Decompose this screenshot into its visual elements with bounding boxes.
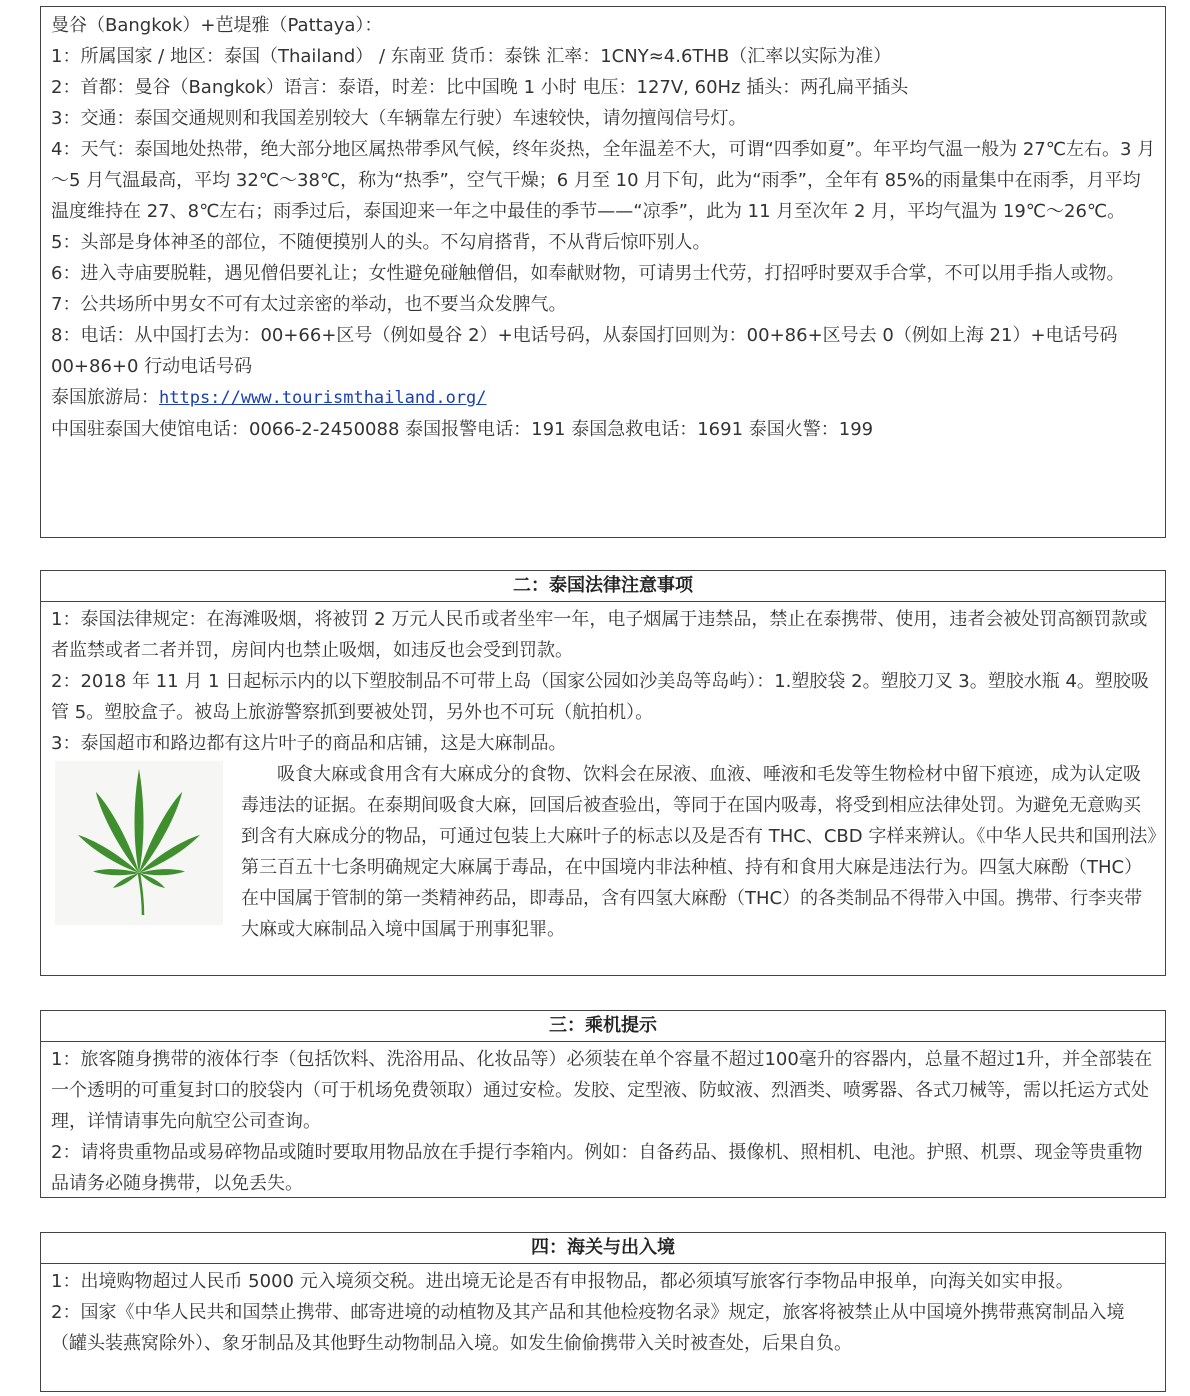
- tourism-link[interactable]: https://www.tourismthailand.org/: [159, 388, 487, 408]
- info-emergency-phones: 中国驻泰国大使馆电话：0066-2-2450088 泰国报警电话：191 泰国急救电话：1691 泰国火警：199: [51, 419, 874, 440]
- section-header: 三：乘机提示: [41, 1011, 1165, 1042]
- info-mobile: 00+86+0 行动电话号码: [51, 356, 253, 377]
- section-header: 四：海关与出入境: [41, 1233, 1165, 1264]
- section-customs: [40, 1232, 1166, 1392]
- info-public-behavior: 7：公共场所中男女不可有太过亲密的举动，也不要当众发脾气。: [51, 294, 567, 315]
- section-thai-law: [40, 570, 1166, 976]
- info-capital: 2：首都：曼谷（Bangkok）语言：泰语，时差：比中国晚 1 小时 电压：127V, 60Hz 插头：两孔扁平插头: [51, 77, 909, 98]
- boarding-valuables: 2：请将贵重物品或易碎物品或随时要取用物品放在手提行李箱内。例如：自备药品、摄像机、照相机、电池。护照、机票、现金等贵重物品请务必随身携带，以免丢失。: [51, 1142, 1143, 1194]
- law-cannabis-intro: 3：泰国超市和路边都有这片叶子的商品和店铺，这是大麻制品。: [51, 733, 567, 754]
- boarding-liquids: 1：旅客随身携带的液体行李（包括饮料、洗浴用品、化妆品等）必须装在单个容量不超过100毫升的容器内，总量不超过1升，并全部装在一个透明的可重复封口的胶袋内（可于机场免费领取）通过安检。发胶、定型液、防蚊液、烈酒类、喷雾器、各式刀械等，需以托运方式处理，详情请事先向航空公司查询。: [51, 1049, 1153, 1132]
- law-plastic: 2：2018 年 11 月 1 日起标示内的以下塑胶制品不可带上岛（国家公园如沙美岛等岛屿）：1.塑胶袋 2。塑胶刀叉 3。塑胶水瓶 4。塑胶吸管 5。塑胶盒子。被岛上旅游警察抓到要被处罚，另外也不可玩（航拍机）。: [51, 671, 1149, 723]
- cannabis-leaf-image: [55, 761, 223, 925]
- info-head-etiquette: 5：头部是身体神圣的部位，不随便摸别人的头。不勾肩搭背，不从背后惊吓别人。: [51, 232, 711, 253]
- section-boarding-tips: [40, 1010, 1166, 1198]
- info-currency: 1：所属国家 / 地区：泰国（Thailand） / 东南亚 货币：泰铢 汇率：1CNY≈4.6THB（汇率以实际为准）: [51, 46, 892, 67]
- law-smoking: 1：泰国法律规定：在海滩吸烟，将被罚 2 万元人民币或者坐牢一年，电子烟属于违禁品，禁止在泰携带、使用，违者会被处罚高额罚款或者监禁或者二者并罚，房间内也禁止吸烟，如违反也会受到罚款。: [51, 609, 1148, 661]
- section-header: 二：泰国法律注意事项: [41, 571, 1165, 602]
- info-traffic: 3：交通：泰国交通规则和我国差别较大（车辆靠左行驶）车速较快，请勿擅闯信号灯。: [51, 108, 747, 129]
- info-temple-etiquette: 6：进入寺庙要脱鞋，遇见僧侣要礼让；女性避免碰触僧侣，如奉献财物，可请男士代劳，打招呼时要双手合掌，不可以用手指人或物。: [51, 263, 1125, 284]
- cannabis-leaf-icon: [55, 761, 223, 925]
- info-phone: 8：电话：从中国打去为：00+66+区号（例如曼谷 2）+电话号码，从泰国打回则为：00+86+区号去 0（例如上海 21）+电话号码: [51, 325, 1118, 346]
- info-weather: 4：天气：泰国地处热带，绝大部分地区属热带季风气候，终年炎热，全年温差不大，可谓“四季如夏”。年平均气温一般为 27℃左右。3 月～5 月气温最高，平均 32℃～38℃，称为“热季”，空气干燥；6 月至 10 月下旬，此为“雨季”，全年有 85%的雨量集中在雨季，月平均温度维持在 27、8℃左右；雨季过后，泰国迎来一年之中最佳的季节——“凉季”，此为 11 月至次年 2 月，平均气温为 19℃～26℃。: [51, 139, 1156, 222]
- law-cannabis-detail: 吸食大麻或食用含有大麻成分的食物、饮料会在尿液、血液、唾液和毛发等生物检材中留下痕迹，成为认定吸毒违法的证据。在泰期间吸食大麻，回国后被查验出，等同于在国内吸毒，将受到相应法律处罚。为避免无意购买到含有大麻成分的物品，可通过包装上大麻叶子的标志以及是否有 THC、CBD 字样来辨认。《中华人民共和国刑法》第三百五十七条明确规定大麻属于毒品，在中国境内非法种植、持有和食用大麻是违法行为。四氢大麻酚（THC）在中国属于管制的第一类精神药品，即毒品，含有四氢大麻酚（THC）的各类制品不得带入中国。携带、行李夹带大麻或大麻制品入境中国属于刑事犯罪。: [241, 764, 1157, 940]
- section-title: 曼谷（Bangkok）+芭堤雅（Pattaya）：: [51, 15, 383, 36]
- info-tourism-bureau: [41, 382, 1165, 414]
- customs-tax: 1：出境购物超过人民币 5000 元入境须交税。进出境无论是否有申报物品，都必须填写旅客行李物品申报单，向海关如实申报。: [51, 1271, 1074, 1292]
- customs-prohibited: 2：国家《中华人民共和国禁止携带、邮寄进境的动植物及其产品和其他检疫物名录》规定，旅客将被禁止从中国境外携带燕窝制品入境（罐头装燕窝除外）、象牙制品及其他野生动物制品入境。如发生偷偷携带入关时被查处，后果自负。: [51, 1302, 1125, 1354]
- tourism-label: 泰国旅游局：: [51, 387, 159, 408]
- section-thailand-info: [40, 6, 1166, 538]
